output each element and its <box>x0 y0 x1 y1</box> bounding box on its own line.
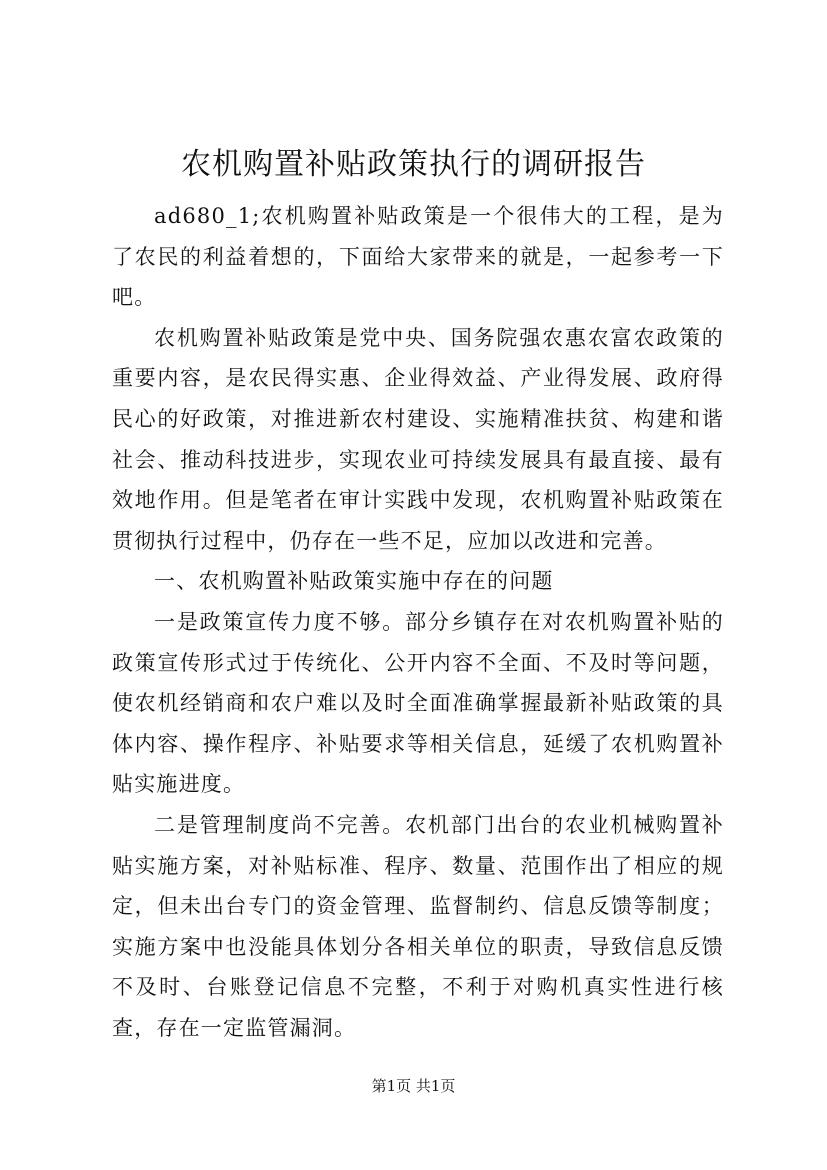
document-title: 农机购置补贴政策执行的调研报告 <box>181 147 646 182</box>
paragraph-overview: 农机购置补贴政策是党中央、国务院强农惠农富农政策的重要内容，是农民得实惠、企业得效益、产业得发展、政府得民心的好政策，对推进新农村建设、实施精准扶贫、构建和谐社会、推动科技进步，实现农业可持续发展具有最直接、最有效地作用。但是笔者在审计实践中发现，农机购置补贴政策在贯彻执行过程中，仍存在一些不足，应加以改进和完善。 <box>112 325 724 553</box>
paragraph-problem-one: 一是政策宣传力度不够。部分乡镇存在对农机购置补贴的政策宣传形式过于传统化、公开内容不全面、不及时等问题，使农机经销商和农户难以及时全面准确掌握最新补贴政策的具体内容、操作程序、补贴要求等相关信息，延缓了农机购置补贴实施进度。 <box>112 609 724 797</box>
paragraph-problem-two: 二是管理制度尚不完善。农机部门出台的农业机械购置补贴实施方案，对补贴标准、程序、数量、范围作出了相应的规定，但未出台专门的资金管理、监督制约、信息反馈等制度；实施方案中也没能具体划分各相关单位的职责，导致信息反馈不及时、台账登记信息不完整，不利于对购机真实性进行核查，存在一定监管漏洞。 <box>112 812 724 1040</box>
section-heading-problems: 一、农机购置补贴政策实施中存在的问题 <box>154 569 554 594</box>
page-footer: 第1页 共1页 <box>371 1077 456 1095</box>
paragraph-intro: ad680_1;农机购置补贴政策是一个很伟大的工程，是为了农民的利益着想的，下面给大家带来的就是，一起参考一下吧。 <box>112 204 724 310</box>
document-body <box>112 196 724 1048</box>
